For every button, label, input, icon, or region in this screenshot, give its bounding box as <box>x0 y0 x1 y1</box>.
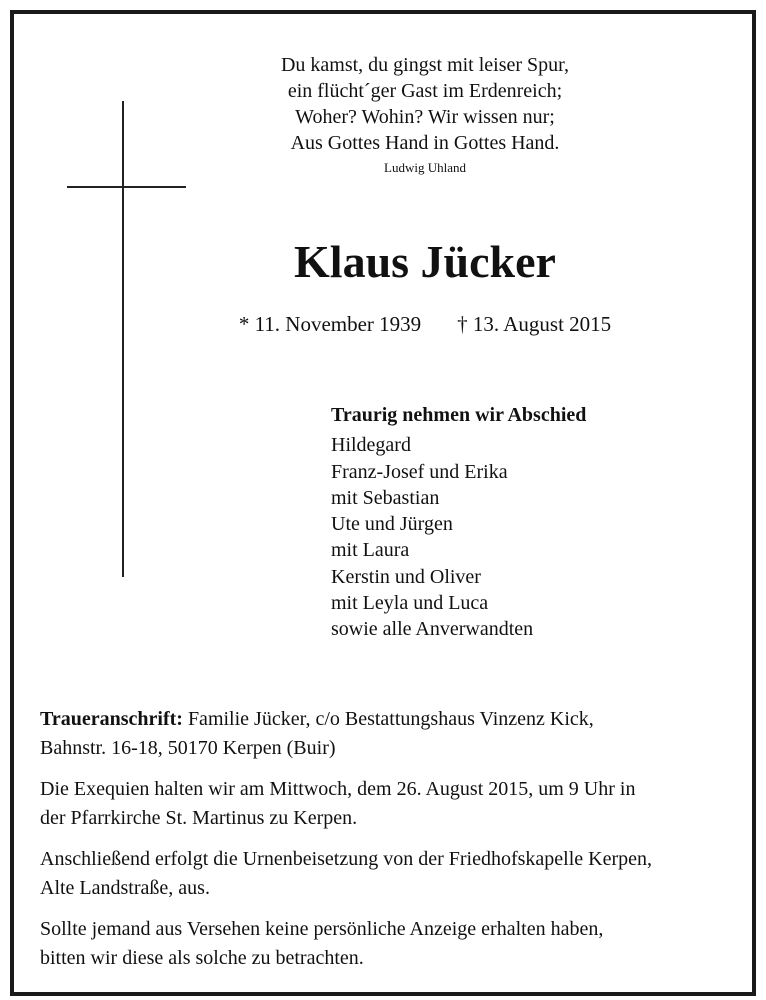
note-line-1: Sollte jemand aus Versehen keine persönliche Anzeige erhalten haben, <box>40 918 604 940</box>
mourner-name: Ute und Jürgen <box>331 513 453 536</box>
birth-date: * 11. November 1939 <box>238 312 422 336</box>
mourner-name: mit Leyla und Luca <box>331 592 489 615</box>
notice-body <box>40 705 730 985</box>
poem-line: ein flücht´ger Gast im Erdenreich; <box>287 80 563 102</box>
mourner-name: mit Laura <box>331 539 410 562</box>
exequien-notice <box>40 775 730 833</box>
life-dates <box>150 309 700 339</box>
poem-line: Aus Gottes Hand in Gottes Hand. <box>290 132 560 154</box>
cross-icon-horizontal-beam <box>67 186 186 188</box>
mourner-name: Kerstin und Oliver <box>331 565 481 588</box>
mourner-name: Franz-Josef und Erika <box>331 460 508 483</box>
death-date: † 13. August 2015 <box>457 312 612 336</box>
poem-line: Du kamst, du gingst mit leiser Spur, <box>280 54 570 76</box>
deceased-name: Klaus Jücker <box>294 236 556 287</box>
personal-notice-note <box>40 915 730 973</box>
exequien-line-2: der Pfarrkirche St. Martinus zu Kerpen. <box>40 807 358 829</box>
address-label: Traueranschrift: <box>40 708 183 730</box>
mourner-name: mit Sebastian <box>331 486 440 509</box>
note-line-2: bitten wir diese als solche zu betrachten. <box>40 947 364 969</box>
mourners-heading: Traurig nehmen wir Abschied <box>331 404 587 426</box>
mourner-name: Hildegard <box>331 434 411 457</box>
address-line-1: Familie Jücker, c/o Bestattungshaus Vinzenz Kick, <box>182 708 594 730</box>
address-line-2: Bahnstr. 16-18, 50170 Kerpen (Buir) <box>40 737 336 759</box>
poem-author: Ludwig Uhland <box>384 160 466 175</box>
poem <box>200 52 650 178</box>
mourner-name: sowie alle Anverwandten <box>331 618 534 641</box>
mourning-address <box>40 705 730 763</box>
urn-line-1: Anschließend erfolgt die Urnenbeisetzung von der Friedhofskapelle Kerpen, <box>40 848 653 870</box>
exequien-line-1: Die Exequien halten wir am Mittwoch, dem 26. August 2015, um 9 Uhr in <box>40 778 636 800</box>
mourners-block <box>331 402 586 643</box>
urn-line-2: Alte Landstraße, aus. <box>40 877 210 899</box>
urn-burial-notice <box>40 845 730 903</box>
poem-line: Woher? Wohin? Wir wissen nur; <box>295 106 555 128</box>
cross-icon-vertical-beam <box>122 101 124 577</box>
